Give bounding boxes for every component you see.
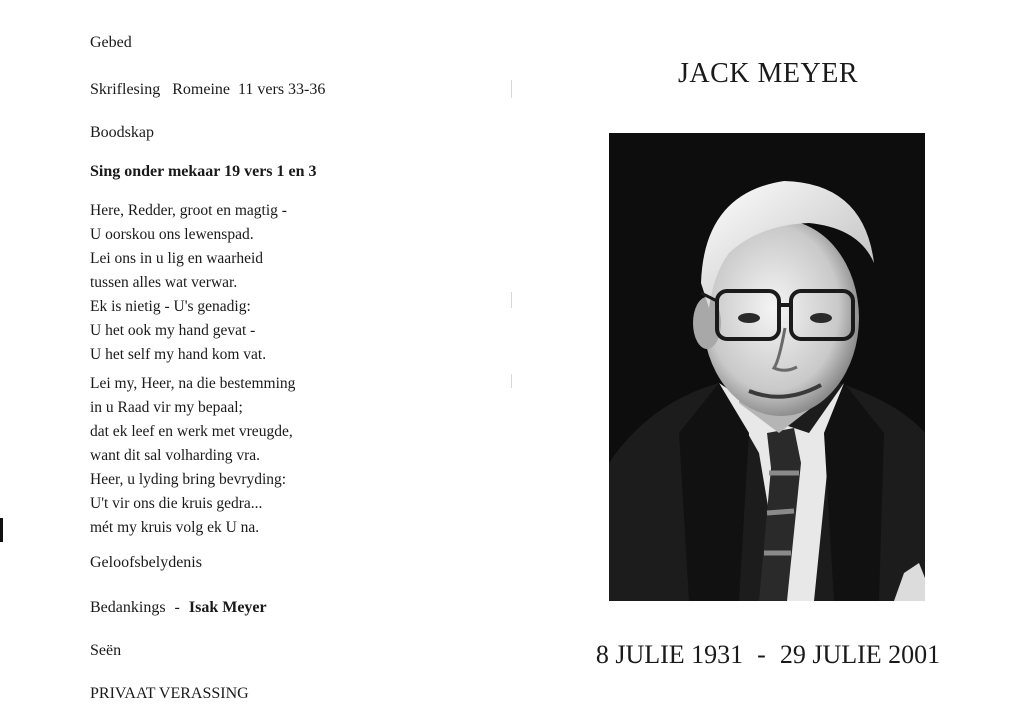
cover-page bbox=[512, 0, 1024, 724]
thanks-separator: - bbox=[174, 599, 180, 616]
verse-line: U oorskou ons lewenspad. bbox=[90, 226, 254, 243]
verse-line: Ek is nietig - U's genadig: bbox=[90, 298, 251, 315]
prayer-item: Gebed bbox=[90, 34, 132, 51]
verse-line: want dit sal volharding vra. bbox=[90, 447, 261, 464]
verse-line: Lei my, Heer, na die bestemming bbox=[90, 375, 296, 392]
verse-line: tussen alles wat verwar. bbox=[90, 274, 238, 291]
verse-line: Lei ons in u lig en waarheid bbox=[90, 250, 264, 267]
life-dates bbox=[512, 640, 1024, 670]
portrait-photo bbox=[609, 133, 925, 601]
thanks-item bbox=[90, 598, 267, 618]
verse-line: U het self my hand kom vat. bbox=[90, 346, 267, 363]
death-date: 29 JULIE 2001 bbox=[779, 640, 941, 669]
blessing-item: Seën bbox=[90, 642, 122, 659]
birth-date: 8 JULIE 1931 bbox=[595, 640, 744, 669]
verse-line: Here, Redder, groot en magtig - bbox=[90, 202, 287, 219]
verse-line: dat ek leef en werk met vreugde, bbox=[90, 423, 293, 440]
verse-line: U het ook my hand gevat - bbox=[90, 322, 256, 339]
burial-item: PRIVAAT VERASSING bbox=[90, 685, 249, 702]
verse-line: mét my kruis volg ek U na. bbox=[90, 519, 260, 536]
scripture-item: Skriflesing Romeine 11 vers 33-36 bbox=[90, 81, 326, 98]
hymn-verse-2 bbox=[90, 372, 295, 540]
verse-line: in u Raad vir my bepaal; bbox=[90, 399, 243, 416]
deceased-name: JACK MEYER bbox=[677, 58, 858, 89]
creed-item: Geloofsbelydenis bbox=[90, 554, 202, 571]
message-item: Boodskap bbox=[90, 124, 154, 141]
verse-line: Heer, u lyding bring bevryding: bbox=[90, 471, 287, 488]
hymn-verse-1 bbox=[90, 199, 287, 367]
date-separator: - bbox=[757, 640, 766, 669]
thanks-label: Bedankings bbox=[90, 599, 166, 616]
thanks-name: Isak Meyer bbox=[188, 599, 267, 616]
verse-line: U't vir ons die kruis gedra... bbox=[90, 495, 263, 512]
hymn-heading: Sing onder mekaar 19 vers 1 en 3 bbox=[90, 163, 317, 180]
